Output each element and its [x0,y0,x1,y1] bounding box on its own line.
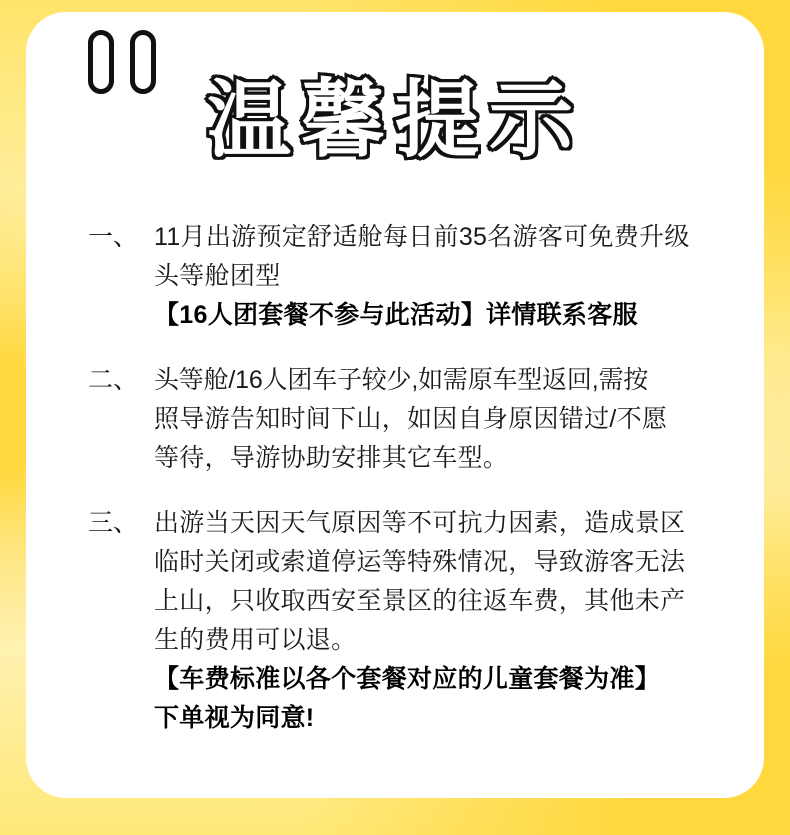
list-item-marker: 二、 [88,366,139,394]
list-item-marker: 一、 [88,223,139,251]
notice-list [88,218,758,764]
list-item [88,361,758,478]
notice-line-emphasis: 【16人团套餐不参与此活动】详情联系客服 [154,301,638,329]
list-item-content [154,504,758,738]
notice-line: 等待，导游协助安排其它车型。 [154,444,509,472]
list-item-content [154,361,758,478]
notice-line: 头等舱团型 [154,262,281,290]
notice-line-emphasis: 下单视为同意! [154,704,315,732]
notice-line: 照导游告知时间下山，如因自身原因错过/不愿 [154,405,668,433]
list-item-marker: 三、 [88,509,139,537]
notice-line: 上山，只收取西安至景区的往返车费，其他未产 [154,587,686,615]
list-item [88,504,758,738]
notice-line: 头等舱/16人团车子较少,如需原车型返回,需按 [154,366,649,394]
list-item-content [154,218,758,335]
notice-card [26,12,764,798]
notice-line: 生的费用可以退。 [154,626,357,654]
notice-line: 11月出游预定舒适舱每日前35名游客可免费升级 [154,223,690,251]
page-title: 温馨提示 [206,71,583,169]
list-item [88,218,758,335]
notice-line: 出游当天因天气原因等不可抗力因素，造成景区 [154,509,686,537]
notice-line: 临时关闭或索道停运等特殊情况，导致游客无法 [154,548,686,576]
notice-line-emphasis: 【车费标准以各个套餐对应的儿童套餐为准】 [154,665,661,693]
